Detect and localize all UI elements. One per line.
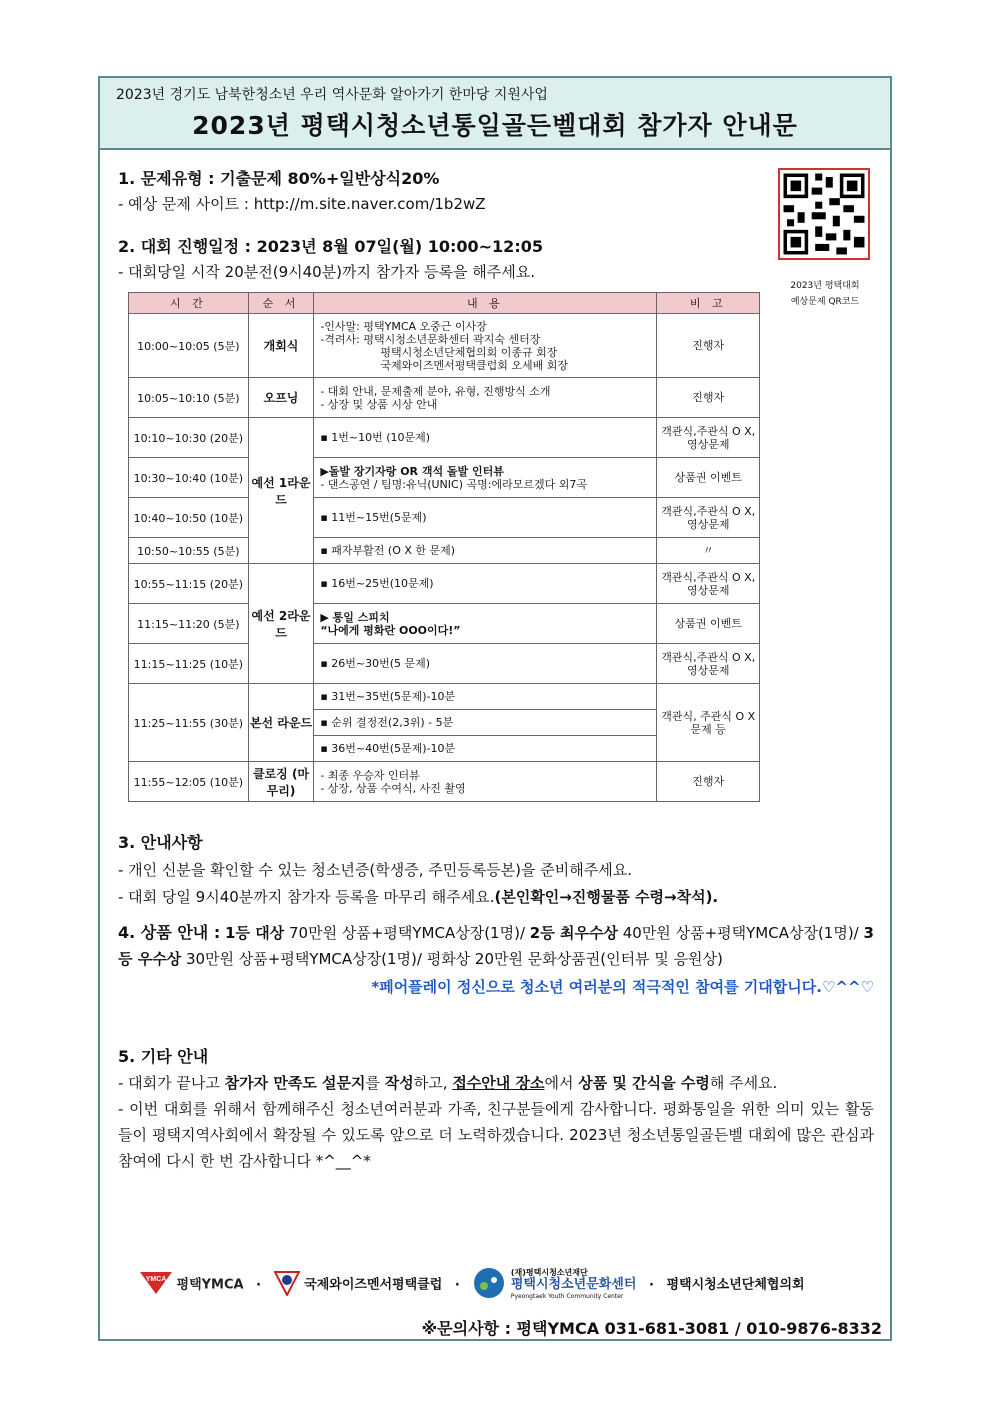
cell-content: ▪ 11번~15번(5문제) (314, 498, 657, 538)
prize-1st-label: 1등 대상 (225, 924, 285, 942)
cell-order: 예선 1라운드 (248, 418, 314, 564)
content-line: 평택시청소년단체협의회 이종규 회장 (380, 345, 558, 359)
cell-content (314, 458, 657, 498)
cell-content: ▪ 36번~40번(5문제)-10분 (314, 736, 657, 762)
separator: · (256, 1277, 262, 1293)
table-row (129, 762, 760, 802)
col-header-time: 시 간 (129, 293, 249, 314)
content-line: ▶돌발 장기자랑 OR 객석 돌발 인터뷰 (320, 464, 504, 478)
section-3 (118, 830, 878, 907)
cell-content (314, 604, 657, 644)
section-2-note: - 대회당일 시작 20분전(9시40분)까지 참가자 등록을 해주세요. (118, 263, 535, 281)
separator: · (454, 1277, 460, 1293)
prize-1st-detail: 70만원 상품+평택YMCA상장(1명)/ (284, 924, 530, 942)
section-2-heading: 2. 대회 진행일정 : 2023년 8월 07일(월) 10:00~12:05 (118, 237, 543, 256)
section-1 (118, 166, 486, 214)
table-row (129, 564, 760, 604)
cell-note: 진행자 (657, 314, 760, 378)
content-line: -격려사: 평택시청소년문화센터 곽지숙 센터장 (320, 332, 541, 346)
table-row (129, 314, 760, 378)
cell-order: 본선 라운드 (248, 684, 314, 762)
subtitle: 2023년 경기도 남북한청소년 우리 역사문화 알아가기 한마당 지원사업 (116, 87, 548, 103)
page-title: 2023년 평택시청소년통일골든벨대회 참가자 안내문 (192, 111, 798, 140)
text-run: 를 (365, 1074, 385, 1092)
cell-note: 객관식,주관식 O X, 영상문제 (657, 564, 760, 604)
section-3-line1: - 개인 신분을 확인할 수 있는 청소년증(학생증, 주민등록등본)을 준비해주세요. (118, 861, 632, 879)
cell-time: 10:55~11:15 (20분) (129, 564, 249, 604)
contact-info: ※문의사항 : 평택YMCA 031-681-3081 / 010-9876-8332 (421, 1319, 882, 1338)
center-emblem-icon (472, 1266, 506, 1300)
ymca-triangle-icon (140, 1272, 172, 1294)
cell-content: ▪ 16번~25번(10문제) (314, 564, 657, 604)
table-row (129, 498, 760, 538)
cell-note: 〃 (657, 538, 760, 564)
content-line: “나에게 평화란 OOO이다!” (320, 623, 461, 637)
content-line: 국제와이즈멘서평택클럽회 오세배 회장 (380, 358, 568, 372)
center-name-block (511, 1267, 637, 1303)
sponsor-logos (140, 1266, 805, 1304)
cell-note: 객관식, 주관식 O X문제 등 (657, 684, 760, 762)
table-row (129, 604, 760, 644)
ymca-mark-text: YMCA (145, 1276, 167, 1283)
cell-time: 11:25~11:55 (30분) (129, 684, 249, 762)
cell-content (314, 314, 657, 378)
cell-content: ▪ 1번~10번 (10문제) (314, 418, 657, 458)
cell-note: 상품권 이벤트 (657, 604, 760, 644)
center-foundation: (재)평택시청소년재단 (510, 1268, 588, 1277)
table-row (129, 418, 760, 458)
qr-code (778, 168, 870, 260)
section-5-para1 (118, 1070, 874, 1096)
table-row (129, 644, 760, 684)
table-row (129, 538, 760, 564)
table-row (129, 378, 760, 418)
center-logo (472, 1266, 506, 1304)
cell-note: 객관식,주관식 O X, 영상문제 (657, 644, 760, 684)
text-run: 에서 (544, 1074, 579, 1092)
content-line: - 대회 안내, 문제출제 분야, 유형, 진행방식 소개 (320, 384, 551, 398)
schedule-table (128, 292, 760, 802)
text-run: 참가자 만족도 설문지 (224, 1074, 366, 1092)
table-row (129, 458, 760, 498)
cell-order: 클로징 (마무리) (248, 762, 314, 802)
cell-time: 10:00~10:05 (5분) (129, 314, 249, 378)
section-1-heading: 1. 문제유형 : 기출문제 80%+일반상식20% (118, 169, 440, 188)
ymca-logo (140, 1272, 172, 1298)
section-5 (118, 1044, 874, 1174)
cell-note: 진행자 (657, 378, 760, 418)
line2-text: - 대회 당일 9시40분까지 참가자 등록을 마무리 해주세요. (118, 888, 495, 906)
ys-men-logo (274, 1270, 300, 1300)
center-name-en: Pyeongtaek Youth Community Center (510, 1293, 624, 1300)
cell-note: 상품권 이벤트 (657, 458, 760, 498)
text-run: 해 주세요. (709, 1074, 778, 1092)
table-row (129, 684, 760, 710)
content-line: ▶ 통일 스피치 (320, 610, 390, 624)
content-line: - 댄스공연 / 팀명:유닉(UNIC) 곡명:에라모르겠다 외7곡 (320, 477, 587, 491)
text-run: 하고, (413, 1074, 453, 1092)
cell-time: 10:30~10:40 (10분) (129, 458, 249, 498)
section-3-line2 (118, 886, 878, 907)
cell-note: 진행자 (657, 762, 760, 802)
text-run: 상품 및 간식을 수령 (578, 1074, 710, 1092)
ys-men-emblem-icon (274, 1270, 300, 1296)
col-header-order: 순 서 (248, 293, 314, 314)
content-line: - 상장 및 상품 시상 안내 (320, 397, 438, 411)
section-4 (118, 920, 874, 1000)
text-run: - 대회가 끝나고 (118, 1074, 225, 1092)
center-name: 평택시청소년문화센터 (510, 1277, 637, 1292)
content-line: - 상장, 상품 수여식, 사진 촬영 (320, 781, 466, 795)
prize-3rd-label: 3등 우수상 (118, 924, 874, 968)
prize-3rd-detail: 30만원 상품+평택YMCA상장(1명)/ 평화상 20만원 문화상품권(인터뷰 및 응원상) (181, 950, 723, 968)
section-3-heading: 3. 안내사항 (118, 833, 203, 852)
prize-2nd-label: 2등 최우수상 (529, 924, 618, 942)
fairplay-message: *페어플레이 정신으로 청소년 여러분의 적극적인 참여를 기대합니다.♡^^♡ (371, 978, 874, 996)
cell-time: 11:15~11:25 (10분) (129, 644, 249, 684)
line2-steps: (본인확인→진행물품 수령→착석). (494, 888, 719, 906)
section-5-para2: - 이번 대회를 위해서 함께해주신 청소년여러분과 가족, 친구분들에게 감사합니다. 평화통일을 위한 의미 있는 활동들이 평택지역사회에서 확장될 수 있도록 앞으로 더 노력하겠습니다. 2023년 청소년통일골든벨 대회에 많은 관심과 참여에 다시 한 번 감사합니다 *^__^* (118, 1100, 874, 1170)
cell-content (314, 378, 657, 418)
section-5-heading: 5. 기타 안내 (118, 1047, 209, 1066)
cell-content: ▪ 26번~30번(5 문제) (314, 644, 657, 684)
separator: · (648, 1277, 654, 1293)
ymca-name: 평택YMCA (176, 1277, 244, 1293)
cell-time: 10:50~10:55 (5분) (129, 538, 249, 564)
cell-time: 11:55~12:05 (10분) (129, 762, 249, 802)
prize-2nd-detail: 40만원 상품+평택YMCA상장(1명)/ (617, 924, 864, 942)
qr-caption-line1: 2023년 평택대회 (790, 281, 860, 291)
cell-order: 개회식 (248, 314, 314, 378)
cell-note: 객관식,주관식 O X, 영상문제 (657, 418, 760, 458)
cell-order: 예선 2라운드 (248, 564, 314, 684)
header (100, 78, 890, 150)
content-line: - 최종 우승자 인터뷰 (320, 768, 420, 782)
cell-time: 10:10~10:30 (20분) (129, 418, 249, 458)
ys-men-name: 국제와이즈멘서평택클럽 (304, 1277, 443, 1293)
cell-note: 객관식,주관식 O X, 영상문제 (657, 498, 760, 538)
cell-time: 10:05~10:10 (5분) (129, 378, 249, 418)
col-header-note: 비 고 (657, 293, 760, 314)
council-name: 평택시청소년단체협의회 (666, 1277, 805, 1293)
text-run: 작성 (384, 1074, 414, 1092)
qr-caption-line2: 예상문제 QR코드 (790, 297, 860, 307)
content-line: -인사말: 평택YMCA 오중근 이사장 (320, 319, 487, 333)
section-4-heading: 4. 상품 안내 : (118, 923, 221, 942)
text-run: 접수안내 장소 (452, 1074, 545, 1092)
cell-content: ▪ 31번~35번(5문제)-10분 (314, 684, 657, 710)
document-frame (98, 76, 892, 1341)
cell-time: 10:40~10:50 (10분) (129, 498, 249, 538)
cell-content: ▪ 순위 결정전(2,3위) - 5분 (314, 710, 657, 736)
cell-content: ▪ 패자부활전 (O X 한 문제) (314, 538, 657, 564)
cell-time: 11:15~11:20 (5분) (129, 604, 249, 644)
cell-order: 오프닝 (248, 378, 314, 418)
cell-content (314, 762, 657, 802)
section-2 (118, 234, 543, 282)
col-header-content: 내 용 (314, 293, 657, 314)
section-1-site: - 예상 문제 사이트 : http://m.site.naver.com/1b2wZ (118, 195, 486, 213)
qr-caption (770, 278, 880, 310)
